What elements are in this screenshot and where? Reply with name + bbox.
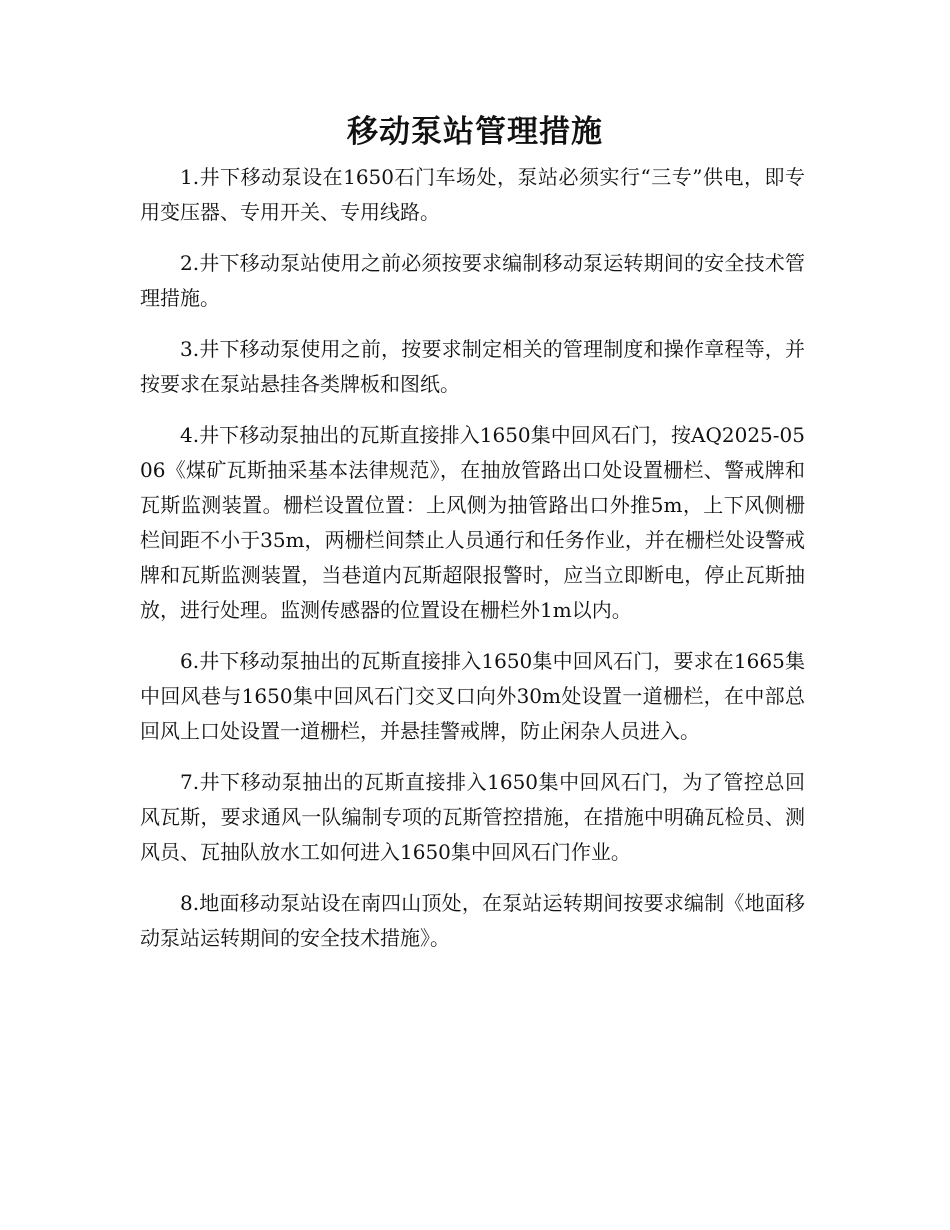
paragraph-7: 7.井下移动泵抽出的瓦斯直接排入1650集中回风石门，为了管控总回风瓦斯，要求通风一队编制专项的瓦斯管控措施，在措施中明确瓦检员、测风员、瓦抽队放水工如何进入1650集中回风石门作业。: [140, 770, 805, 864]
paragraph-8: 8.地面移动泵站设在南四山顶处，在泵站运转期间按要求编制《地面移动泵站运转期间的安全技术措施》。: [140, 891, 805, 950]
paragraph-4: 4.井下移动泵抽出的瓦斯直接排入1650集中回风石门，按AQ2025-0506《煤矿瓦斯抽采基本法律规范》，在抽放管路出口处设置栅栏、警戒牌和瓦斯监测装置。栅栏设置位置：上风侧为抽管路出口外推5m，上下风侧栅栏间距不小于35m，两栅栏间禁止人员通行和任务作业，并在栅栏处设警戒牌和瓦斯监测装置，当巷道内瓦斯超限报警时，应当立即断电，停止瓦斯抽放，进行处理。监测传感器的位置设在栅栏外1m以内。: [140, 423, 805, 622]
document-title: 移动泵站管理措施: [347, 114, 603, 150]
document-body: [140, 160, 805, 972]
paragraph-2: 2.井下移动泵站使用之前必须按要求编制移动泵运转期间的安全技术管理措施。: [140, 251, 805, 310]
paragraph-3: 3.井下移动泵使用之前，按要求制定相关的管理制度和操作章程等，并按要求在泵站悬挂各类牌板和图纸。: [140, 337, 805, 396]
paragraph-1: 1.井下移动泵设在1650石门车场处，泵站必须实行“三专”供电，即专用变压器、专用开关、专用线路。: [140, 165, 805, 224]
paragraph-6: 6.井下移动泵抽出的瓦斯直接排入1650集中回风石门，要求在1665集中回风巷与1650集中回风石门交叉口向外30m处设置一道栅栏，在中部总回风上口处设置一道栅栏，并悬挂警戒牌，防止闲杂人员进入。: [140, 649, 805, 743]
